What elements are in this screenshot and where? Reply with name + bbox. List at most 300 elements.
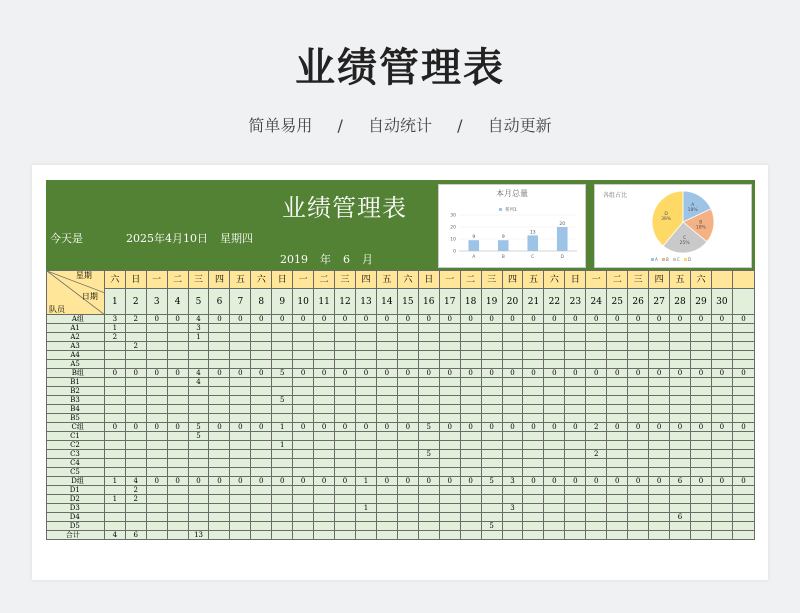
value-cell[interactable]	[125, 360, 146, 369]
value-cell[interactable]	[397, 360, 418, 369]
value-cell[interactable]	[104, 504, 125, 513]
value-cell[interactable]	[314, 405, 335, 414]
value-cell[interactable]	[586, 387, 607, 396]
value-cell[interactable]: 0	[732, 477, 754, 486]
value-cell[interactable]	[586, 378, 607, 387]
value-cell[interactable]: 0	[607, 315, 628, 324]
value-cell[interactable]: 0	[732, 369, 754, 378]
value-cell[interactable]: 0	[376, 477, 397, 486]
value-cell[interactable]	[167, 468, 188, 477]
value-cell[interactable]	[649, 531, 670, 540]
value-cell[interactable]: 0	[355, 369, 376, 378]
value-cell[interactable]: 0	[167, 369, 188, 378]
value-cell[interactable]	[607, 342, 628, 351]
value-cell[interactable]	[481, 504, 502, 513]
pie-chart[interactable]	[594, 184, 752, 268]
value-cell[interactable]	[104, 414, 125, 423]
value-cell[interactable]: 0	[460, 477, 481, 486]
value-cell[interactable]	[355, 459, 376, 468]
value-cell[interactable]	[439, 351, 460, 360]
value-cell[interactable]: 6	[125, 531, 146, 540]
value-cell[interactable]	[690, 486, 711, 495]
value-cell[interactable]	[104, 450, 125, 459]
value-cell[interactable]	[628, 504, 649, 513]
value-cell[interactable]	[251, 450, 272, 459]
value-cell[interactable]	[460, 333, 481, 342]
value-cell[interactable]	[732, 405, 754, 414]
value-cell[interactable]	[314, 360, 335, 369]
value-cell[interactable]: 0	[711, 477, 732, 486]
value-cell[interactable]	[544, 459, 565, 468]
value-cell[interactable]	[209, 342, 230, 351]
value-cell[interactable]	[230, 405, 251, 414]
value-cell[interactable]	[481, 495, 502, 504]
value-cell[interactable]	[335, 378, 356, 387]
value-cell[interactable]	[628, 405, 649, 414]
value-cell[interactable]	[376, 531, 397, 540]
value-cell[interactable]	[335, 531, 356, 540]
value-cell[interactable]	[565, 405, 586, 414]
value-cell[interactable]	[314, 333, 335, 342]
value-cell[interactable]	[188, 387, 209, 396]
value-cell[interactable]: 0	[607, 423, 628, 432]
value-cell[interactable]	[397, 342, 418, 351]
value-cell[interactable]	[293, 378, 314, 387]
value-cell[interactable]	[502, 522, 523, 531]
value-cell[interactable]	[272, 531, 293, 540]
value-cell[interactable]	[670, 351, 691, 360]
value-cell[interactable]	[732, 414, 754, 423]
value-cell[interactable]	[104, 441, 125, 450]
value-cell[interactable]: 0	[355, 423, 376, 432]
value-cell[interactable]	[293, 324, 314, 333]
value-cell[interactable]	[439, 495, 460, 504]
value-cell[interactable]	[272, 486, 293, 495]
value-cell[interactable]	[502, 432, 523, 441]
value-cell[interactable]	[376, 378, 397, 387]
value-cell[interactable]: 0	[146, 423, 167, 432]
value-cell[interactable]	[481, 324, 502, 333]
value-cell[interactable]	[732, 504, 754, 513]
value-cell[interactable]	[167, 432, 188, 441]
value-cell[interactable]	[439, 378, 460, 387]
value-cell[interactable]: 0	[209, 315, 230, 324]
value-cell[interactable]: 0	[293, 477, 314, 486]
value-cell[interactable]	[335, 324, 356, 333]
value-cell[interactable]	[565, 342, 586, 351]
value-cell[interactable]	[460, 468, 481, 477]
value-cell[interactable]	[146, 432, 167, 441]
value-cell[interactable]	[335, 459, 356, 468]
value-cell[interactable]	[586, 495, 607, 504]
value-cell[interactable]	[209, 360, 230, 369]
value-cell[interactable]	[272, 414, 293, 423]
value-cell[interactable]	[502, 324, 523, 333]
value-cell[interactable]	[251, 351, 272, 360]
value-cell[interactable]: 0	[481, 423, 502, 432]
value-cell[interactable]	[146, 387, 167, 396]
value-cell[interactable]	[690, 513, 711, 522]
value-cell[interactable]: 0	[146, 369, 167, 378]
value-cell[interactable]	[104, 396, 125, 405]
value-cell[interactable]	[167, 396, 188, 405]
value-cell[interactable]	[607, 378, 628, 387]
value-cell[interactable]	[732, 342, 754, 351]
value-cell[interactable]	[355, 351, 376, 360]
value-cell[interactable]	[544, 495, 565, 504]
value-cell[interactable]: 0	[397, 315, 418, 324]
value-cell[interactable]	[481, 333, 502, 342]
value-cell[interactable]	[544, 468, 565, 477]
value-cell[interactable]: 0	[732, 315, 754, 324]
value-cell[interactable]	[523, 486, 544, 495]
value-cell[interactable]	[104, 486, 125, 495]
value-cell[interactable]	[418, 522, 439, 531]
value-cell[interactable]	[355, 396, 376, 405]
value-cell[interactable]	[314, 432, 335, 441]
value-cell[interactable]	[125, 333, 146, 342]
value-cell[interactable]	[460, 531, 481, 540]
value-cell[interactable]	[460, 414, 481, 423]
value-cell[interactable]	[628, 522, 649, 531]
value-cell[interactable]	[188, 513, 209, 522]
value-cell[interactable]	[104, 432, 125, 441]
value-cell[interactable]	[565, 441, 586, 450]
value-cell[interactable]	[376, 522, 397, 531]
value-cell[interactable]	[209, 351, 230, 360]
value-cell[interactable]: 5	[188, 423, 209, 432]
value-cell[interactable]	[690, 342, 711, 351]
value-cell[interactable]	[544, 522, 565, 531]
value-cell[interactable]	[460, 432, 481, 441]
value-cell[interactable]: 13	[188, 531, 209, 540]
value-cell[interactable]	[670, 495, 691, 504]
value-cell[interactable]: 5	[272, 369, 293, 378]
value-cell[interactable]: 4	[188, 378, 209, 387]
value-cell[interactable]: 0	[104, 369, 125, 378]
value-cell[interactable]	[460, 342, 481, 351]
value-cell[interactable]	[272, 522, 293, 531]
value-cell[interactable]	[314, 450, 335, 459]
value-cell[interactable]	[502, 351, 523, 360]
value-cell[interactable]: 0	[565, 477, 586, 486]
value-cell[interactable]	[628, 441, 649, 450]
value-cell[interactable]	[188, 504, 209, 513]
value-cell[interactable]	[397, 459, 418, 468]
value-cell[interactable]	[376, 387, 397, 396]
value-cell[interactable]	[670, 441, 691, 450]
value-cell[interactable]	[146, 324, 167, 333]
value-cell[interactable]	[335, 333, 356, 342]
value-cell[interactable]	[188, 351, 209, 360]
value-cell[interactable]	[690, 441, 711, 450]
value-cell[interactable]: 0	[230, 315, 251, 324]
value-cell[interactable]	[355, 531, 376, 540]
value-cell[interactable]	[690, 414, 711, 423]
value-cell[interactable]	[335, 441, 356, 450]
value-cell[interactable]	[690, 468, 711, 477]
value-cell[interactable]	[314, 495, 335, 504]
value-cell[interactable]	[418, 405, 439, 414]
value-cell[interactable]	[335, 513, 356, 522]
value-cell[interactable]	[628, 468, 649, 477]
value-cell[interactable]: 0	[607, 369, 628, 378]
value-cell[interactable]	[711, 486, 732, 495]
value-cell[interactable]	[376, 486, 397, 495]
value-cell[interactable]	[418, 432, 439, 441]
value-cell[interactable]: 0	[272, 315, 293, 324]
value-cell[interactable]: 0	[649, 315, 670, 324]
value-cell[interactable]: 5	[418, 423, 439, 432]
value-cell[interactable]	[732, 333, 754, 342]
value-cell[interactable]	[397, 531, 418, 540]
value-cell[interactable]: 0	[439, 477, 460, 486]
value-cell[interactable]: 0	[167, 423, 188, 432]
value-cell[interactable]	[146, 513, 167, 522]
value-cell[interactable]: 0	[670, 369, 691, 378]
value-cell[interactable]	[649, 495, 670, 504]
value-cell[interactable]	[418, 459, 439, 468]
value-cell[interactable]	[481, 387, 502, 396]
value-cell[interactable]	[335, 504, 356, 513]
value-cell[interactable]	[376, 441, 397, 450]
value-cell[interactable]: 0	[586, 315, 607, 324]
value-cell[interactable]	[670, 522, 691, 531]
value-cell[interactable]	[670, 432, 691, 441]
value-cell[interactable]	[460, 486, 481, 495]
value-cell[interactable]	[523, 378, 544, 387]
value-cell[interactable]	[460, 387, 481, 396]
value-cell[interactable]	[690, 522, 711, 531]
value-cell[interactable]	[711, 324, 732, 333]
value-cell[interactable]	[711, 351, 732, 360]
value-cell[interactable]: 4	[188, 315, 209, 324]
value-cell[interactable]	[481, 414, 502, 423]
value-cell[interactable]	[209, 405, 230, 414]
value-cell[interactable]	[628, 378, 649, 387]
value-cell[interactable]	[502, 513, 523, 522]
value-cell[interactable]: 0	[711, 369, 732, 378]
value-cell[interactable]	[649, 414, 670, 423]
value-cell[interactable]	[481, 450, 502, 459]
value-cell[interactable]	[209, 468, 230, 477]
value-cell[interactable]	[690, 450, 711, 459]
value-cell[interactable]	[314, 351, 335, 360]
value-cell[interactable]	[690, 432, 711, 441]
value-cell[interactable]	[628, 495, 649, 504]
value-cell[interactable]	[565, 378, 586, 387]
value-cell[interactable]	[732, 486, 754, 495]
value-cell[interactable]	[188, 459, 209, 468]
value-cell[interactable]	[125, 459, 146, 468]
value-cell[interactable]	[628, 531, 649, 540]
value-cell[interactable]	[125, 378, 146, 387]
value-cell[interactable]: 0	[502, 423, 523, 432]
value-cell[interactable]	[167, 378, 188, 387]
value-cell[interactable]	[523, 459, 544, 468]
value-cell[interactable]	[104, 387, 125, 396]
value-cell[interactable]: 5	[481, 477, 502, 486]
value-cell[interactable]	[355, 432, 376, 441]
value-cell[interactable]	[711, 333, 732, 342]
value-cell[interactable]	[523, 504, 544, 513]
value-cell[interactable]: 3	[188, 324, 209, 333]
value-cell[interactable]	[167, 522, 188, 531]
value-cell[interactable]	[690, 405, 711, 414]
value-cell[interactable]	[418, 531, 439, 540]
value-cell[interactable]	[732, 468, 754, 477]
value-cell[interactable]	[209, 324, 230, 333]
value-cell[interactable]	[335, 414, 356, 423]
value-cell[interactable]: 0	[544, 315, 565, 324]
value-cell[interactable]	[732, 324, 754, 333]
value-cell[interactable]	[167, 513, 188, 522]
value-cell[interactable]: 6	[670, 477, 691, 486]
value-cell[interactable]	[376, 495, 397, 504]
value-cell[interactable]	[565, 495, 586, 504]
value-cell[interactable]	[376, 405, 397, 414]
value-cell[interactable]	[167, 486, 188, 495]
value-cell[interactable]: 0	[376, 423, 397, 432]
value-cell[interactable]	[649, 459, 670, 468]
value-cell[interactable]	[230, 513, 251, 522]
value-cell[interactable]	[125, 396, 146, 405]
value-cell[interactable]	[209, 495, 230, 504]
value-cell[interactable]	[481, 513, 502, 522]
value-cell[interactable]	[251, 342, 272, 351]
value-cell[interactable]	[355, 405, 376, 414]
value-cell[interactable]: 0	[335, 369, 356, 378]
value-cell[interactable]: 0	[565, 369, 586, 378]
value-cell[interactable]: 0	[314, 477, 335, 486]
value-cell[interactable]	[607, 387, 628, 396]
value-cell[interactable]	[565, 324, 586, 333]
value-cell[interactable]: 1	[355, 477, 376, 486]
value-cell[interactable]	[502, 459, 523, 468]
value-cell[interactable]	[167, 333, 188, 342]
value-cell[interactable]	[418, 387, 439, 396]
value-cell[interactable]	[481, 486, 502, 495]
bar-chart[interactable]	[438, 184, 586, 268]
value-cell[interactable]	[167, 351, 188, 360]
value-cell[interactable]	[670, 342, 691, 351]
value-cell[interactable]: 0	[397, 423, 418, 432]
value-cell[interactable]	[355, 468, 376, 477]
value-cell[interactable]	[439, 387, 460, 396]
value-cell[interactable]	[481, 378, 502, 387]
value-cell[interactable]	[481, 441, 502, 450]
value-cell[interactable]	[628, 486, 649, 495]
value-cell[interactable]	[230, 396, 251, 405]
value-cell[interactable]	[146, 450, 167, 459]
value-cell[interactable]	[628, 396, 649, 405]
value-cell[interactable]	[397, 396, 418, 405]
value-cell[interactable]	[355, 333, 376, 342]
value-cell[interactable]: 0	[628, 315, 649, 324]
value-cell[interactable]: 0	[397, 477, 418, 486]
value-cell[interactable]	[565, 432, 586, 441]
value-cell[interactable]	[586, 504, 607, 513]
value-cell[interactable]: 0	[460, 315, 481, 324]
value-cell[interactable]	[544, 513, 565, 522]
value-cell[interactable]	[544, 405, 565, 414]
value-cell[interactable]	[125, 351, 146, 360]
value-cell[interactable]	[607, 468, 628, 477]
value-cell[interactable]	[272, 468, 293, 477]
value-cell[interactable]	[544, 360, 565, 369]
value-cell[interactable]: 2	[586, 450, 607, 459]
value-cell[interactable]	[335, 405, 356, 414]
value-cell[interactable]	[376, 504, 397, 513]
value-cell[interactable]	[355, 414, 376, 423]
value-cell[interactable]	[146, 378, 167, 387]
value-cell[interactable]	[732, 450, 754, 459]
value-cell[interactable]	[355, 360, 376, 369]
value-cell[interactable]	[355, 450, 376, 459]
value-cell[interactable]	[628, 432, 649, 441]
value-cell[interactable]: 0	[649, 423, 670, 432]
value-cell[interactable]	[167, 342, 188, 351]
value-cell[interactable]	[146, 468, 167, 477]
value-cell[interactable]	[544, 450, 565, 459]
value-cell[interactable]: 1	[188, 333, 209, 342]
value-cell[interactable]	[188, 396, 209, 405]
value-cell[interactable]	[335, 522, 356, 531]
value-cell[interactable]: 0	[649, 477, 670, 486]
value-cell[interactable]	[230, 450, 251, 459]
value-cell[interactable]	[376, 459, 397, 468]
value-cell[interactable]: 0	[607, 477, 628, 486]
value-cell[interactable]	[586, 324, 607, 333]
value-cell[interactable]	[209, 396, 230, 405]
value-cell[interactable]	[376, 468, 397, 477]
value-cell[interactable]	[481, 531, 502, 540]
value-cell[interactable]	[523, 513, 544, 522]
value-cell[interactable]	[649, 333, 670, 342]
value-cell[interactable]	[460, 495, 481, 504]
value-cell[interactable]	[104, 459, 125, 468]
value-cell[interactable]	[586, 441, 607, 450]
value-cell[interactable]	[418, 495, 439, 504]
value-cell[interactable]	[146, 414, 167, 423]
value-cell[interactable]: 0	[355, 315, 376, 324]
value-cell[interactable]: 0	[251, 315, 272, 324]
value-cell[interactable]	[690, 459, 711, 468]
value-cell[interactable]: 0	[209, 477, 230, 486]
value-cell[interactable]	[418, 513, 439, 522]
value-cell[interactable]	[565, 468, 586, 477]
value-cell[interactable]	[649, 387, 670, 396]
value-cell[interactable]	[335, 486, 356, 495]
value-cell[interactable]	[732, 522, 754, 531]
value-cell[interactable]	[230, 486, 251, 495]
value-cell[interactable]: 0	[167, 477, 188, 486]
value-cell[interactable]	[711, 414, 732, 423]
value-cell[interactable]	[607, 495, 628, 504]
value-cell[interactable]	[711, 468, 732, 477]
value-cell[interactable]	[293, 387, 314, 396]
value-cell[interactable]	[314, 459, 335, 468]
value-cell[interactable]	[397, 378, 418, 387]
value-cell[interactable]	[230, 468, 251, 477]
value-cell[interactable]	[418, 351, 439, 360]
value-cell[interactable]: 2	[586, 423, 607, 432]
value-cell[interactable]: 1	[104, 495, 125, 504]
value-cell[interactable]	[355, 522, 376, 531]
value-cell[interactable]: 0	[439, 369, 460, 378]
value-cell[interactable]	[711, 495, 732, 504]
value-cell[interactable]	[711, 360, 732, 369]
